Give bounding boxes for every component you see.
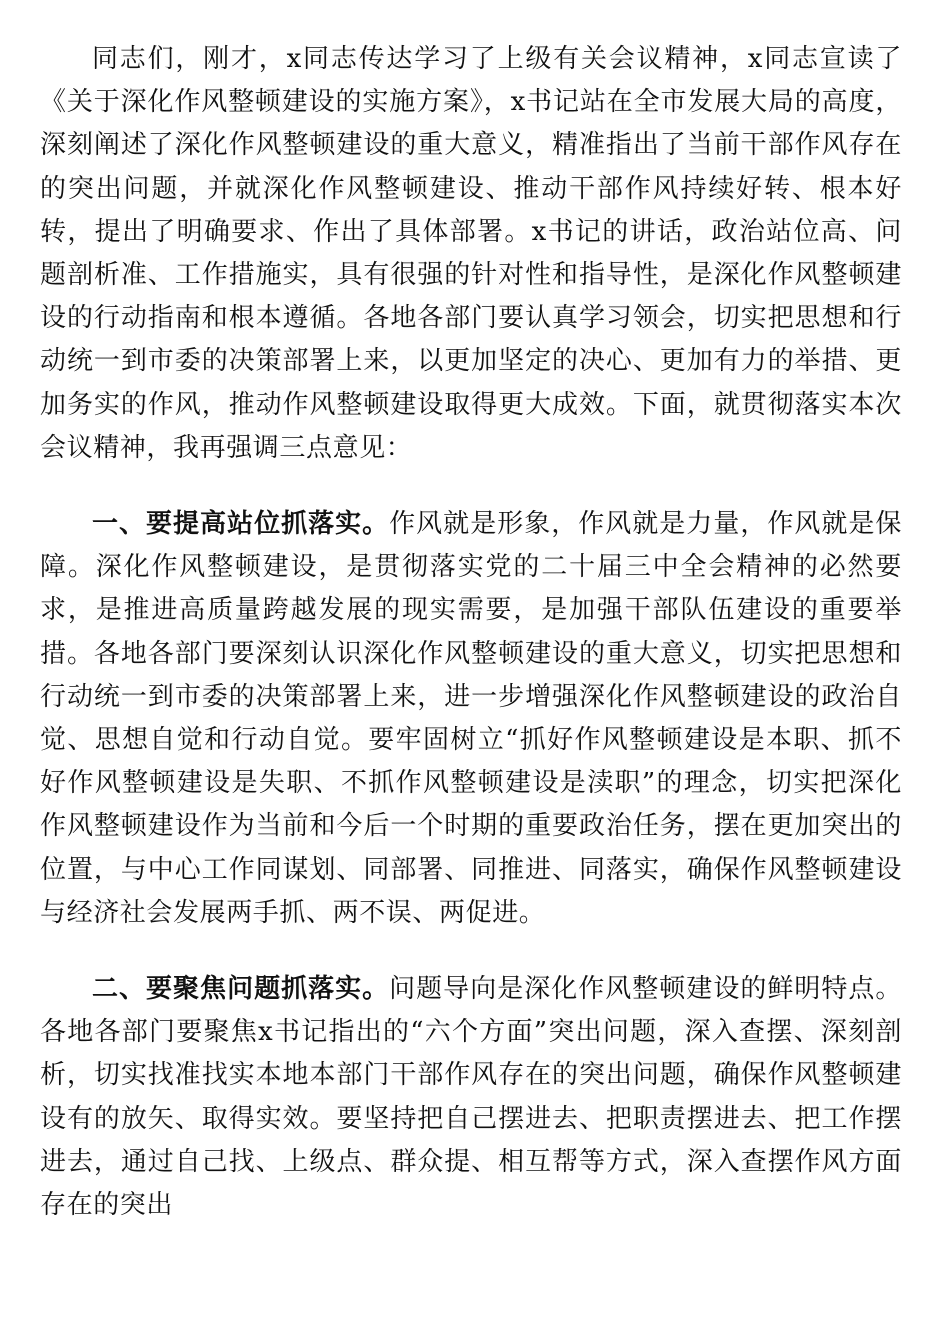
section-two-paragraph [40,968,902,1227]
opening-paragraph [40,38,902,470]
section-one-paragraph [40,503,902,935]
section-heading: 一、要提高站位抓落实。 [92,509,390,540]
paragraph-text: 问题导向是深化作风整顿建设的鲜明特点。各地各部门要聚焦x书记指出的“六个方面”突出问题，深入查摆、深刻剖析，切实找准找实本地本部门干部作风存在的突出问题，确保作风整顿建设有的放矢、取得实效。要坚持把自己摆进去、把职责摆进去、把工作摆进去，通过自己找、上级点、群众提、相互帮等方式，深入查摆作风方面存在的突出 [40,974,902,1221]
paragraph-text: 作风就是形象，作风就是力量，作风就是保障。深化作风整顿建设，是贯彻落实党的二十届三中全会精神的必然要求，是推进高质量跨越发展的现实需要，是加强干部队伍建设的重要举措。各地各部门要深刻认识深化作风整顿建设的重大意义，切实把思想和行动统一到市委的决策部署上来，进一步增强深化作风整顿建设的政治自觉、思想自觉和行动自觉。要牢固树立“抓好作风整顿建设是本职、抓不好作风整顿建设是失职、不抓作风整顿建设是渎职”的理念，切实把深化作风整顿建设作为当前和今后一个时期的重要政治任务，摆在更加突出的位置，与中心工作同谋划、同部署、同推进、同落实，确保作风整顿建设与经济社会发展两手抓、两不误、两促进。 [40,509,902,928]
section-heading: 二、要聚焦问题抓落实。 [92,974,390,1005]
paragraph-text: 同志们，刚才，x同志传达学习了上级有关会议精神，x同志宣读了《关于深化作风整顿建设的实施方案》，x书记站在全市发展大局的高度，深刻阐述了深化作风整顿建设的重大意义，精准指出了当前干部作风存在的突出问题，并就深化作风整顿建设、推动干部作风持续好转、根本好转，提出了明确要求、作出了具体部署。x书记的讲话，政治站位高、问题剖析准、工作措施实，具有很强的针对性和指导性，是深化作风整顿建设的行动指南和根本遵循。各地各部门要认真学习领会，切实把思想和行动统一到市委的决策部署上来，以更加坚定的决心、更加有力的举措、更加务实的作风，推动作风整顿建设取得更大成效。下面，就贯彻落实本次会议精神，我再强调三点意见： [40,44,902,463]
